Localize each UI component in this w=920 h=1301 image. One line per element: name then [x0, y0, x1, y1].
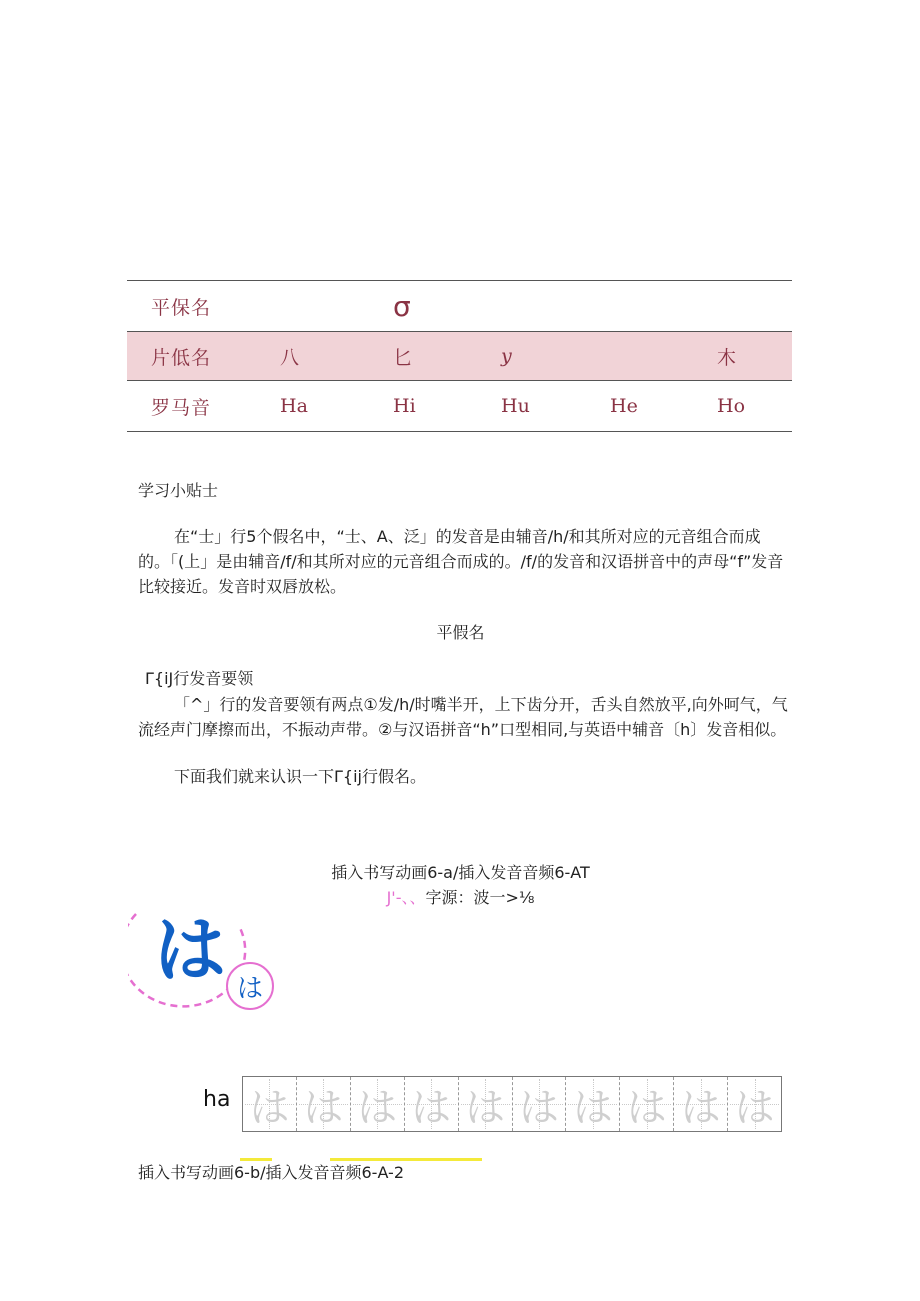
kana-table — [127, 280, 792, 432]
practice-cell: は — [351, 1077, 405, 1131]
tips-heading: 学习小贴士 — [138, 481, 219, 500]
table-cell: Hu — [501, 395, 530, 417]
table-cell: Ha — [280, 395, 308, 417]
kana-small-glyph: は — [226, 962, 274, 1010]
row-label: 片低名 — [151, 346, 212, 369]
practice-cell: は — [297, 1077, 351, 1131]
practice-cell: は — [728, 1077, 781, 1131]
practice-cell: は — [620, 1077, 674, 1131]
table-cell: σ — [393, 289, 411, 323]
table-cell: Ho — [717, 395, 746, 417]
insert-note-1: 插入书写动画6-a/插入发音音频6-AT — [331, 863, 590, 882]
table-row-katakana — [127, 331, 792, 381]
practice-cell: は — [405, 1077, 459, 1131]
intro-sentence: 下面我们就来认识一下Γ{ij行假名。 — [174, 767, 426, 786]
table-cell: 八 — [280, 346, 300, 369]
table-cell: Hi — [393, 395, 416, 417]
tips-paragraph: 在“士」行5个假名中，“士、A、泛」的发音是由辅音/h/和其所对应的元音组合而成的。「(上」是由辅音/f/和其所对应的元音组合而成的。/f/的发音和汉语拼音中的声母“f”发音比较接近。发音时双唇放松。 — [138, 527, 784, 596]
table-row-romaji — [127, 381, 792, 431]
section-title: 平假名 — [436, 623, 485, 642]
origin-text: 字源：波一>⅛ — [425, 888, 535, 907]
pronunciation-heading: Γ{iJ行发音要领 — [145, 669, 254, 688]
practice-cell: は — [513, 1077, 567, 1131]
kana-main-glyph: は — [154, 908, 227, 992]
table-row-hiragana — [127, 281, 792, 331]
practice-cell: は — [566, 1077, 620, 1131]
table-cell: 木 — [717, 346, 737, 369]
table-cell: He — [610, 395, 638, 417]
origin-prefix: J'-、、 — [386, 888, 426, 907]
pronunciation-paragraph: 「^」行的发音要领有两点①发/h/时嘴半开，上下齿分开，舌头自然放平,向外呵气，气流经声门摩擦而出，不振动声带。②与汉语拼音“h”口型相同,与英语中辅音〔h〕发音相似。 — [138, 695, 788, 739]
row-label: 罗马音 — [151, 396, 212, 419]
kana-illustration — [128, 908, 263, 1018]
row-label: 平保名 — [151, 296, 212, 319]
table-cell: 匕 — [393, 346, 413, 369]
romaji-label: ha — [203, 1087, 231, 1112]
insert-note-2: 插入书写动画6-b/插入发音音频6-A-2 — [138, 1163, 405, 1182]
practice-cell: は — [243, 1077, 297, 1131]
practice-grid — [242, 1076, 782, 1132]
table-cell: y — [501, 345, 512, 367]
practice-cell: は — [459, 1077, 513, 1131]
practice-cell: は — [674, 1077, 728, 1131]
